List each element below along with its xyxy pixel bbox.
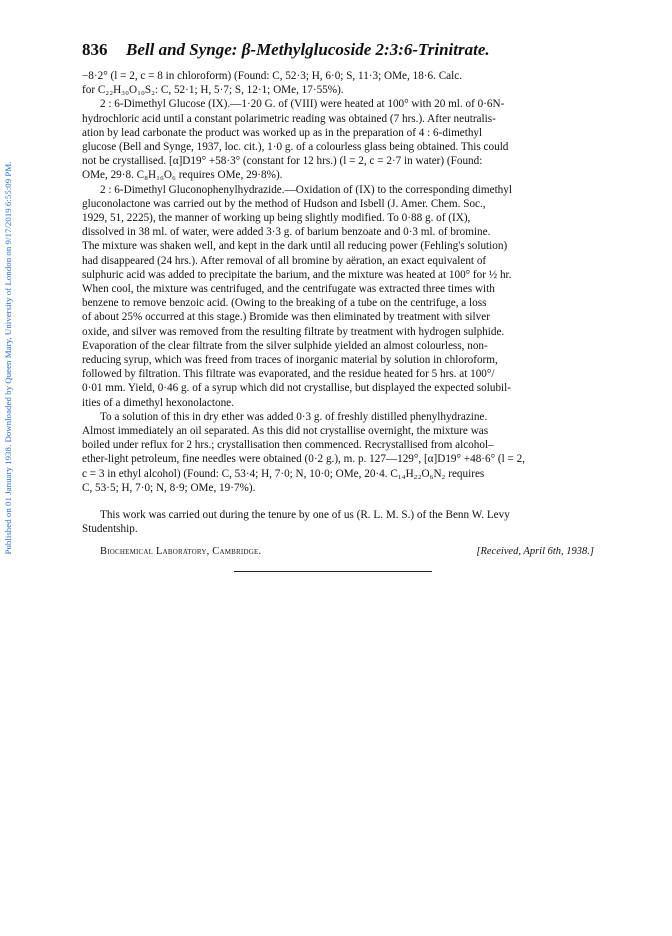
body-line: To a solution of this in dry ether was added 0·3 g. of freshly distilled phenylhydrazine. <box>100 410 488 423</box>
body-line: OMe, 29·8. C₈H₁₆O₆ requires OMe, 29·8%). <box>82 169 283 182</box>
body-line: followed by filtration. This filtrate was evaporated, and the residue heated for 5 hrs. at 100°/ <box>82 368 495 381</box>
body-line: C, 53·5; H, 7·0; N, 8·9; OMe, 19·7%). <box>82 481 256 494</box>
body-line: 0·01 mm. Yield, 0·46 g. of a syrup which did not crystallise, but displayed the expected solubil- <box>82 382 511 395</box>
body-line: The mixture was shaken well, and kept in the dark until all reducing power (Fehling's solution) <box>82 240 508 253</box>
download-watermark <box>1 108 15 608</box>
body-line: Evaporation of the clear filtrate from the silver sulphide yielded an almost colourless, non- <box>82 339 488 352</box>
body-line: dissolved in 38 ml. of water, were added 3·3 g. of barium benzoate and 0·3 ml. of bromine. <box>82 226 491 239</box>
body-line: 2 : 6-Dimethyl Glucose (IX).—1·20 G. of (VIII) were heated at 100° with 20 ml. of 0·6N- <box>100 98 505 111</box>
laboratory-address: Biochemical Laboratory, Cambridge. <box>100 546 262 557</box>
body-line: When cool, the mixture was centrifuged, and the centrifugate was extracted three times with <box>82 283 495 296</box>
page-header <box>82 40 602 62</box>
received-date: [Received, April 6th, 1938.] <box>476 546 594 557</box>
signoff <box>82 546 594 562</box>
body-line: boiled under reflux for 2 hrs.; crystallisation then commenced. Recrystallised from alcohol– <box>82 439 494 452</box>
body-line: ities of a dimethyl hexonolactone. <box>82 396 234 409</box>
end-rule <box>234 571 432 572</box>
acknowledgement <box>82 508 594 536</box>
page-number: 836 <box>82 40 108 59</box>
body-line: reducing syrup, which was freed from traces of inorganic material by solution in chloroform, <box>82 354 498 367</box>
body-line: 2 : 6-Dimethyl Gluconophenylhydrazide.—Oxidation of (IX) to the corresponding dimethyl <box>100 183 512 196</box>
body-line: −8·2° (l = 2, c = 8 in chloroform) (Found: C, 52·3; H, 6·0; S, 11·3; OMe, 18·6. Calc. <box>82 70 463 82</box>
body-line: for C₂₂H₃₀O₁₀S₂: C, 52·1; H, 5·7; S, 12·1; OMe, 17·55%). <box>82 84 344 97</box>
body-line: had disappeared (24 hrs.). After removal of all bromine by aëration, an exact equivalent of <box>82 254 487 267</box>
running-title: Bell and Synge: β-Methylglucoside 2:3:6-Trinitrate. <box>126 40 490 59</box>
body-line: oxide, and silver was removed from the resulting filtrate by treatment with hydrogen sulphide. <box>82 325 505 338</box>
body-line: sulphuric acid was added to precipitate the barium, and the mixture was heated at 100° for ½ hr. <box>82 268 512 281</box>
acknowledgement-line: Studentship. <box>82 523 138 536</box>
body-line: Almost immediately an oil separated. As this did not crystallise overnight, the mixture was <box>82 425 489 438</box>
body-line: not be crystallised. [α]D19° +58·3° (constant for 12 hrs.) (l = 2, c = 2·7 in water) (Found: <box>82 155 483 168</box>
body-line: of about 25% occurred at this stage.) Bromide was then eliminated by treatment with silver <box>82 311 490 324</box>
acknowledgement-line: This work was carried out during the tenure by one of us (R. L. M. S.) of the Benn W. Levy <box>100 509 510 521</box>
body-line: c = 3 in ethyl alcohol) (Found: C, 53·4; H, 7·0; N, 10·0; OMe, 20·4. C₁₄H₂₂O₆N₂ requires <box>82 467 485 480</box>
article-body <box>82 69 594 495</box>
body-line: ation by lead carbonate the product was worked up as in the preparation of 4 : 6-dimethyl <box>82 126 483 139</box>
body-line: gluconolactone was carried out by the method of Hudson and Isbell (J. Amer. Chem. Soc., <box>82 197 486 210</box>
body-line: benzene to remove benzoic acid. (Owing to the breaking of a tube on the centrifuge, a loss <box>82 297 487 310</box>
body-line: glucose (Bell and Synge, 1937, loc. cit.), 1·0 g. of a colourless glass being obtained. This could <box>82 141 509 154</box>
body-line: ether-light petroleum, fine needles were obtained (0·2 g.), m. p. 127—129°, [α]D19° +48·6° (l = 2, <box>82 453 526 466</box>
body-line: hydrochloric acid until a constant polarimetric reading was obtained (7 hrs.). After neutralis- <box>82 112 496 125</box>
download-watermark-text: Published on 01 January 1938. Downloaded by Queen Mary, University of London on 9/17/2019 6:55:09 PM. <box>3 161 13 555</box>
body-line: 1929, 51, 2225), the manner of working up being slightly modified. To 0·88 g. of (IX), <box>82 212 471 225</box>
